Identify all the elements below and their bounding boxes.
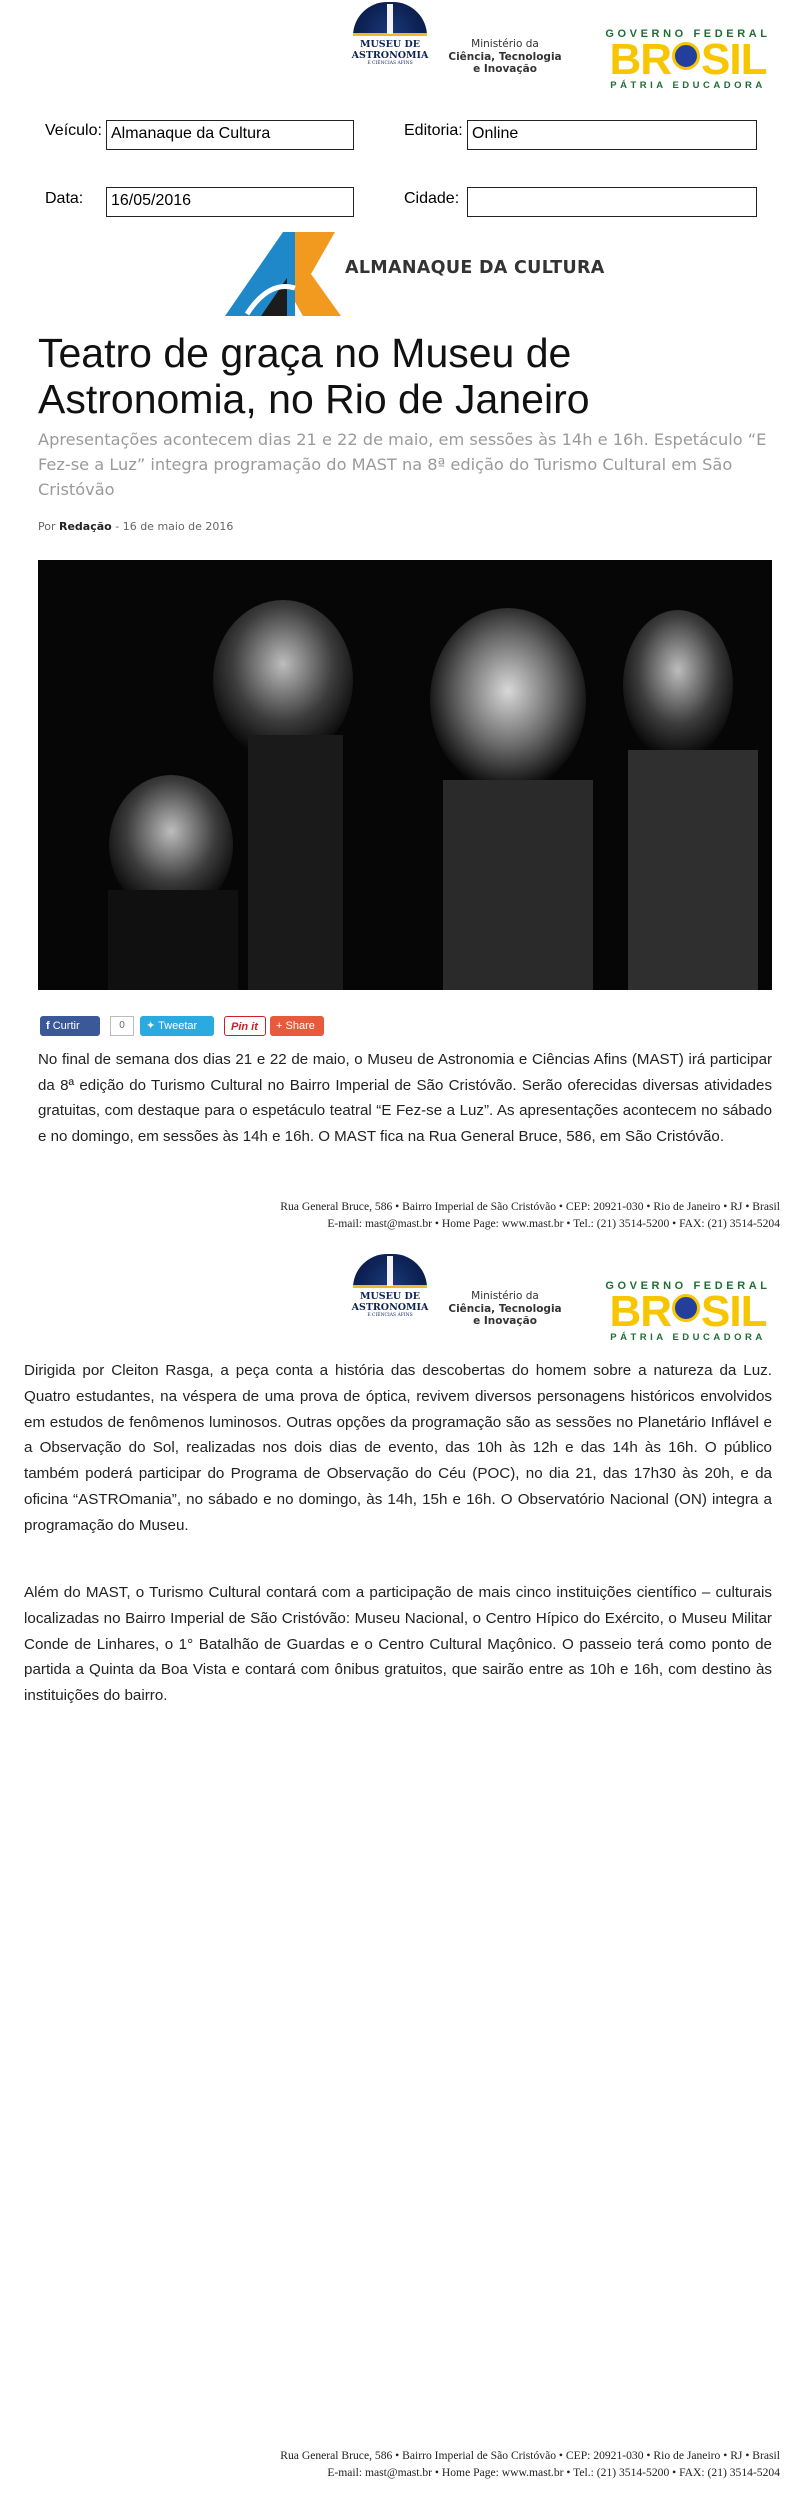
mast-logo-line1: MUSEU DE bbox=[360, 39, 420, 50]
flag-globe-icon bbox=[672, 1294, 700, 1322]
facebook-like-button[interactable] bbox=[40, 1016, 100, 1036]
footer-contact: E-mail: mast@mast.br • Home Page: www.mast.br • Tel.: (21) 3514-5200 • FAX: (21) 3514-5204 bbox=[327, 2466, 780, 2479]
byline-author[interactable]: Redação bbox=[59, 520, 112, 533]
article-paragraph-1: No final de semana dos dias 21 e 22 de maio, o Museu de Astronomia e Ciências Afins (MAST) irá participar da 8ª edição do Turismo Cultural no Bairro Imperial de São Cristóvão. Serão oferecidas diversas atividades gratuitas, com destaque para o espetáculo teatral “E Fez-se a Luz”. As apresentações acontecem no sábado e no domingo, em sessões às 14h e 16h. O MAST fica na Rua General Bruce, 586, em São Cristóvão. bbox=[38, 1051, 772, 1145]
ministry-line3: e Inovação bbox=[473, 1315, 537, 1327]
cidade-field[interactable] bbox=[467, 187, 757, 217]
footer-address: Rua General Bruce, 586 • Bairro Imperial de São Cristóvão • CEP: 20921-030 • Rio de Janeiro • RJ • Brasil bbox=[280, 2449, 780, 2462]
ministry-line2: Ciência, Tecnologia bbox=[448, 1302, 562, 1315]
observatory-dome-icon bbox=[353, 2, 427, 36]
share-plus-icon: + bbox=[276, 1020, 283, 1032]
mast-logo-page2 bbox=[350, 1252, 430, 1330]
article-subheadline: Apresentações acontecem dias 21 e 22 de maio, em sessões às 14h e 16h. Espetáculo “E Fez-se a Luz” integra programação do MAST na 8ª edição do Turismo Cultural em São Cristóvão bbox=[38, 430, 767, 499]
mast-logo-line2: ASTRONOMIA bbox=[351, 1302, 429, 1313]
mast-logo bbox=[350, 0, 430, 78]
facebook-like-count: 0 bbox=[110, 1016, 134, 1036]
cidade-label: Cidade: bbox=[404, 190, 460, 207]
ministry-line1: Ministério da bbox=[471, 38, 539, 50]
article-headline: Teatro de graça no Museu de Astronomia, no Rio de Janeiro bbox=[38, 330, 590, 422]
ministry-line1: Ministério da bbox=[471, 1290, 539, 1302]
patria-label: PÁTRIA EDUCADORA bbox=[610, 1332, 766, 1343]
ministry-line3: e Inovação bbox=[473, 63, 537, 75]
facebook-like-label: Curtir bbox=[52, 1020, 80, 1032]
observatory-dome-icon bbox=[353, 1254, 427, 1288]
pinterest-button[interactable]: Pin it bbox=[224, 1016, 266, 1036]
mast-logo-line1: MUSEU DE bbox=[360, 1291, 420, 1302]
article-photo bbox=[38, 560, 772, 990]
page-footer-2 bbox=[180, 2447, 780, 2481]
governo-federal-logo-page2 bbox=[598, 1274, 778, 1344]
article-byline bbox=[38, 520, 233, 533]
byline-date: - 16 de maio de 2016 bbox=[115, 520, 234, 533]
ministry-logo bbox=[440, 38, 570, 76]
veiculo-label: Veículo: bbox=[45, 122, 102, 139]
editoria-label: Editoria: bbox=[404, 122, 463, 139]
almanaque-mark-icon bbox=[225, 228, 345, 318]
article-paragraph-3: Além do MAST, o Turismo Cultural contará com a participação de mais cinco instituições científico – culturais localizadas no Bairro Imperial de São Cristóvão: Museu Nacional, o Centro Hípico do Exército, o Museu Militar Conde de Linhares, o 1° Batalhão de Guardas e o Centro Cultural Maçônico. O passeio terá como ponto de partida a Quinta da Boa Vista e contará com ônibus gratuitos, que sairão entre as 10h e 16h, com destino às instituições do bairro. bbox=[24, 1584, 772, 1705]
gov-label: GOVERNO FEDERAL bbox=[605, 28, 771, 40]
footer-contact: E-mail: mast@mast.br • Home Page: www.mast.br • Tel.: (21) 3514-5200 • FAX: (21) 3514-5204 bbox=[327, 1217, 780, 1230]
brasil-wordmark: BR SIL bbox=[609, 35, 767, 84]
facebook-icon: f bbox=[46, 1020, 50, 1032]
ministry-line2: Ciência, Tecnologia bbox=[448, 50, 562, 63]
patria-label: PÁTRIA EDUCADORA bbox=[610, 80, 766, 91]
page-footer bbox=[180, 1198, 780, 1232]
data-label: Data: bbox=[45, 190, 84, 207]
almanaque-logo bbox=[225, 228, 605, 318]
mast-logo-line3: E CIÊNCIAS AFINS bbox=[367, 1313, 413, 1318]
ministry-logo-page2 bbox=[440, 1290, 570, 1328]
mast-logo-line3: E CIÊNCIAS AFINS bbox=[367, 61, 413, 66]
data-field[interactable]: 16/05/2016 bbox=[106, 187, 354, 217]
governo-federal-logo bbox=[598, 22, 778, 92]
almanaque-logo-text: ALMANAQUE DA CULTURA bbox=[345, 258, 605, 278]
gov-label: GOVERNO FEDERAL bbox=[605, 1280, 771, 1292]
share-label: Share bbox=[285, 1020, 315, 1032]
twitter-icon: ✦ bbox=[146, 1020, 156, 1032]
veiculo-field[interactable]: Almanaque da Cultura bbox=[106, 120, 354, 150]
mast-logo-line2: ASTRONOMIA bbox=[351, 50, 429, 61]
editoria-field[interactable]: Online bbox=[467, 120, 757, 150]
byline-prefix: Por bbox=[38, 520, 56, 533]
article-paragraph-2: Dirigida por Cleiton Rasga, a peça conta a história das descobertas do homem sobre a natureza da Luz. Quatro estudantes, na véspera de uma prova de óptica, revivem diversos personagens históricos envolvidos em estudos de fenômenos luminosos. Outras opções da programação são as sessões no Planetário Inflável e a Observação do Sol, realizadas nos dois dias de evento, das 10h às 12h e das 14h às 16h. O público também poderá participar do Programa de Observação do Céu (POC), no dia 21, das 17h30 às 20h, e da oficina “ASTROmania”, no sábado e no domingo, às 14h, 15h e 16h. O Observatório Nacional (ON) integra a programação do Museu. bbox=[24, 1362, 772, 1534]
tweet-label: Tweetar bbox=[158, 1020, 198, 1032]
share-button[interactable] bbox=[270, 1016, 324, 1036]
tweet-button[interactable] bbox=[140, 1016, 214, 1036]
flag-globe-icon bbox=[672, 42, 700, 70]
brasil-wordmark: BR SIL bbox=[609, 1287, 767, 1336]
footer-address: Rua General Bruce, 586 • Bairro Imperial de São Cristóvão • CEP: 20921-030 • Rio de Janeiro • RJ • Brasil bbox=[280, 1200, 780, 1213]
